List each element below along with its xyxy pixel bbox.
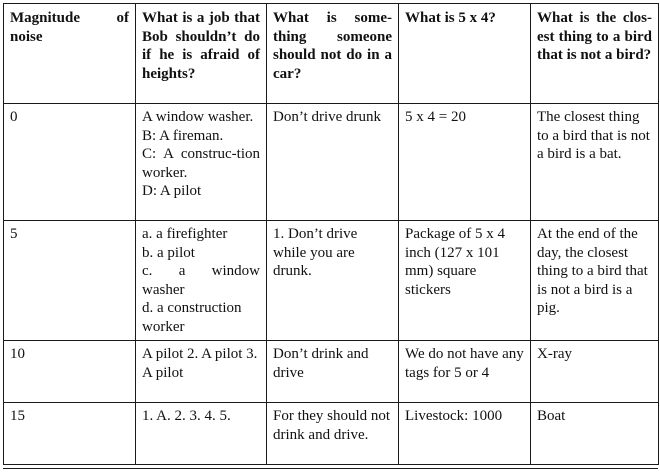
header-question-car: What is some-thing someone should not do in a car? — [267, 4, 399, 104]
header-magnitude-of-noise: Magnitude of noise — [4, 4, 136, 104]
table-row — [4, 403, 659, 465]
answer-line: B: A fireman. — [142, 127, 224, 144]
header-question-bird: What is the clos-est thing to a bird that is not a bird? — [531, 4, 659, 104]
page-bottom-rule — [3, 468, 658, 469]
cell-answer-bird: Boat — [531, 403, 659, 465]
cell-answer-heights — [136, 341, 267, 403]
cell-answer-car: Don’t drive drunk — [267, 104, 399, 221]
cell-answer-heights — [136, 104, 267, 221]
cell-answer-car: Don’t drink and drive — [267, 341, 399, 403]
answer-line: b. a pilot — [142, 244, 195, 261]
table-row — [4, 341, 659, 403]
cell-answer-heights — [136, 221, 267, 341]
cell-answer-car: 1. Don’t drive while you are drunk. — [267, 221, 399, 341]
header-question-heights: What is a job that Bob shouldn’t do if he is afraid of heights? — [136, 4, 267, 104]
answer-line: 1. A. 2. 3. 4. 5. — [142, 408, 231, 424]
answer-line: A window washer. — [142, 109, 254, 125]
cell-answer-bird: X-ray — [531, 341, 659, 403]
header-question-math: What is 5 x 4? — [399, 4, 531, 104]
table-row — [4, 104, 659, 221]
answer-line: d. a construction worker — [142, 300, 242, 335]
cell-noise: 5 — [4, 221, 136, 341]
cell-answer-math: Package of 5 x 4 inch (127 x 101 mm) square stickers — [399, 221, 531, 341]
answer-line: D: A pilot — [142, 183, 202, 199]
answer-line: C: A construc-tion worker. — [142, 146, 260, 181]
answer-line: c. a window washer — [142, 263, 260, 298]
cell-answer-math: Livestock: 1000 — [399, 403, 531, 465]
cell-answer-bird: The closest thing to a bird that is not a bird is a bat. — [531, 104, 659, 221]
cell-answer-car: For they should not drink and drive. — [267, 403, 399, 465]
cell-noise: 10 — [4, 341, 136, 403]
answer-line: a. a firefighter — [142, 226, 228, 242]
header-row — [4, 4, 659, 104]
cell-answer-bird: At the end of the day, the closest thing to a bird that is not a bird is a pig. — [531, 221, 659, 341]
cell-noise: 0 — [4, 104, 136, 221]
answer-line: A pilot 2. A pilot 3. A pilot — [142, 346, 258, 381]
cell-answer-heights — [136, 403, 267, 465]
cell-noise: 15 — [4, 403, 136, 465]
table-row — [4, 221, 659, 341]
cell-answer-math: 5 x 4 = 20 — [399, 104, 531, 221]
noise-results-table — [3, 3, 659, 465]
cell-answer-math: We do not have any tags for 5 or 4 — [399, 341, 531, 403]
